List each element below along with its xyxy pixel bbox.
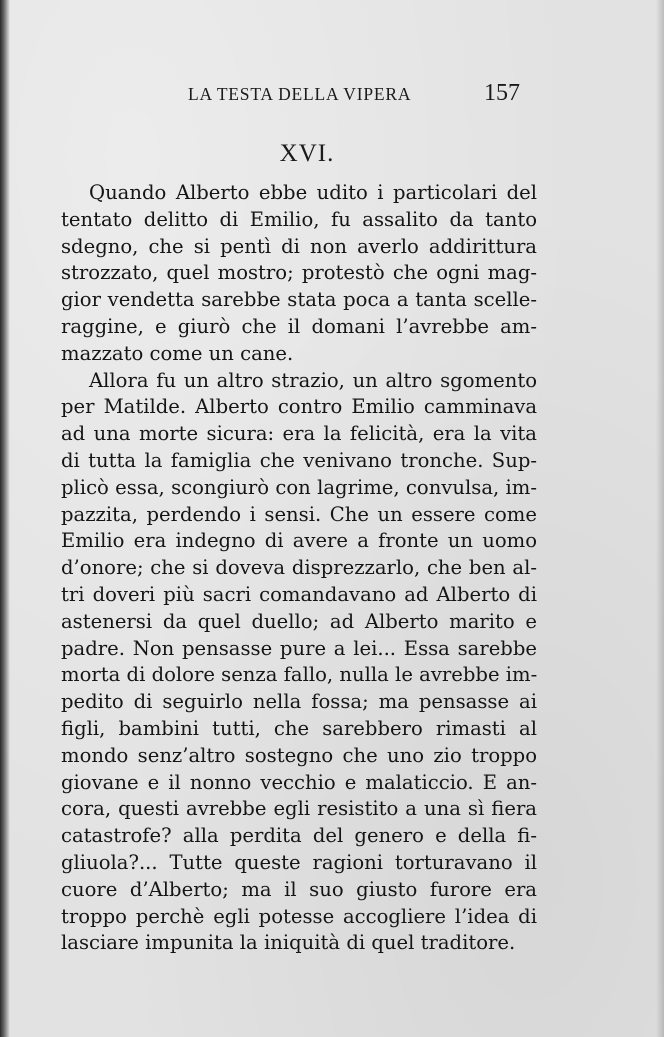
text-line: astenersi da quel duello; ad Alberto marito e xyxy=(61,609,537,633)
text-line: ad una morte sicura: era la felicità, era la vita xyxy=(61,422,537,446)
text-line: lasciare impunita la iniquità di quel traditore. xyxy=(61,931,516,955)
text-line: pedito di seguirlo nella fossa; ma pensasse ai xyxy=(61,690,537,714)
text-line: pazzita, perdendo i sensi. Che un essere come xyxy=(61,502,537,526)
text-line: gior vendetta sarebbe stata poca a tanta scelle- xyxy=(61,288,537,312)
running-title: LA TESTA DELLA VIPERA xyxy=(188,84,412,104)
text-line: figli, bambini tutti, che sarebbero rimasti al xyxy=(61,716,537,740)
text-line: plicò essa, scongiurò con lagrime, convulsa, im- xyxy=(61,475,537,499)
text-line: catastrofe? alla perdita del genero e della fi- xyxy=(61,824,537,848)
text-line: per Matilde. Alberto contro Emilio camminava xyxy=(61,395,537,419)
text-line: mazzato come un cane. xyxy=(61,341,294,365)
text-line: troppo perchè egli potesse accogliere l’idea di xyxy=(61,904,537,928)
body-text xyxy=(61,180,537,957)
chapter-heading: XVI. xyxy=(279,140,335,167)
text-line: morta di dolore senza fallo, nulla le avrebbe im- xyxy=(61,663,538,687)
text-line: tri doveri più sacri comandavano ad Alberto di xyxy=(61,582,537,606)
text-line: giovane e il nonno vecchio e malaticcio. E an- xyxy=(61,770,537,794)
text-line: Emilio era indegno di avere a fronte un uomo xyxy=(61,529,537,553)
text-line: raggine, e giurò che il domani l’avrebbe am- xyxy=(61,314,537,338)
text-line: padre. Non pensasse pure a lei... Essa sarebbe xyxy=(61,636,537,660)
text-line: tentato delitto di Emilio, fu assalito da tanto xyxy=(61,207,537,231)
text-line: cora, questi avrebbe egli resistito a una sì fiera xyxy=(61,797,537,821)
page-number: 157 xyxy=(484,80,520,106)
running-header xyxy=(60,80,620,114)
text-line: gliuola?... Tutte queste ragioni torturavano il xyxy=(61,850,537,874)
text-line: strozzato, quel mostro; protestò che ogni mag- xyxy=(61,261,537,285)
text-line: cuore d’Alberto; ma il suo giusto furore era xyxy=(61,877,537,901)
text-line: d’onore; che si doveva disprezzarlo, che ben al- xyxy=(61,556,537,580)
text-line: Allora fu un altro strazio, un altro sgomento xyxy=(89,368,537,392)
page-edge-shadow xyxy=(656,0,664,1037)
text-line: sdegno, che si pentì di non averlo addirittura xyxy=(61,234,537,258)
text-line: Quando Alberto ebbe udito i particolari del xyxy=(89,181,537,204)
text-line: di tutta la famiglia che venivano tronche. Sup- xyxy=(61,448,537,472)
text-line: mondo senz’altro sostegno che uno zio troppo xyxy=(61,743,537,767)
